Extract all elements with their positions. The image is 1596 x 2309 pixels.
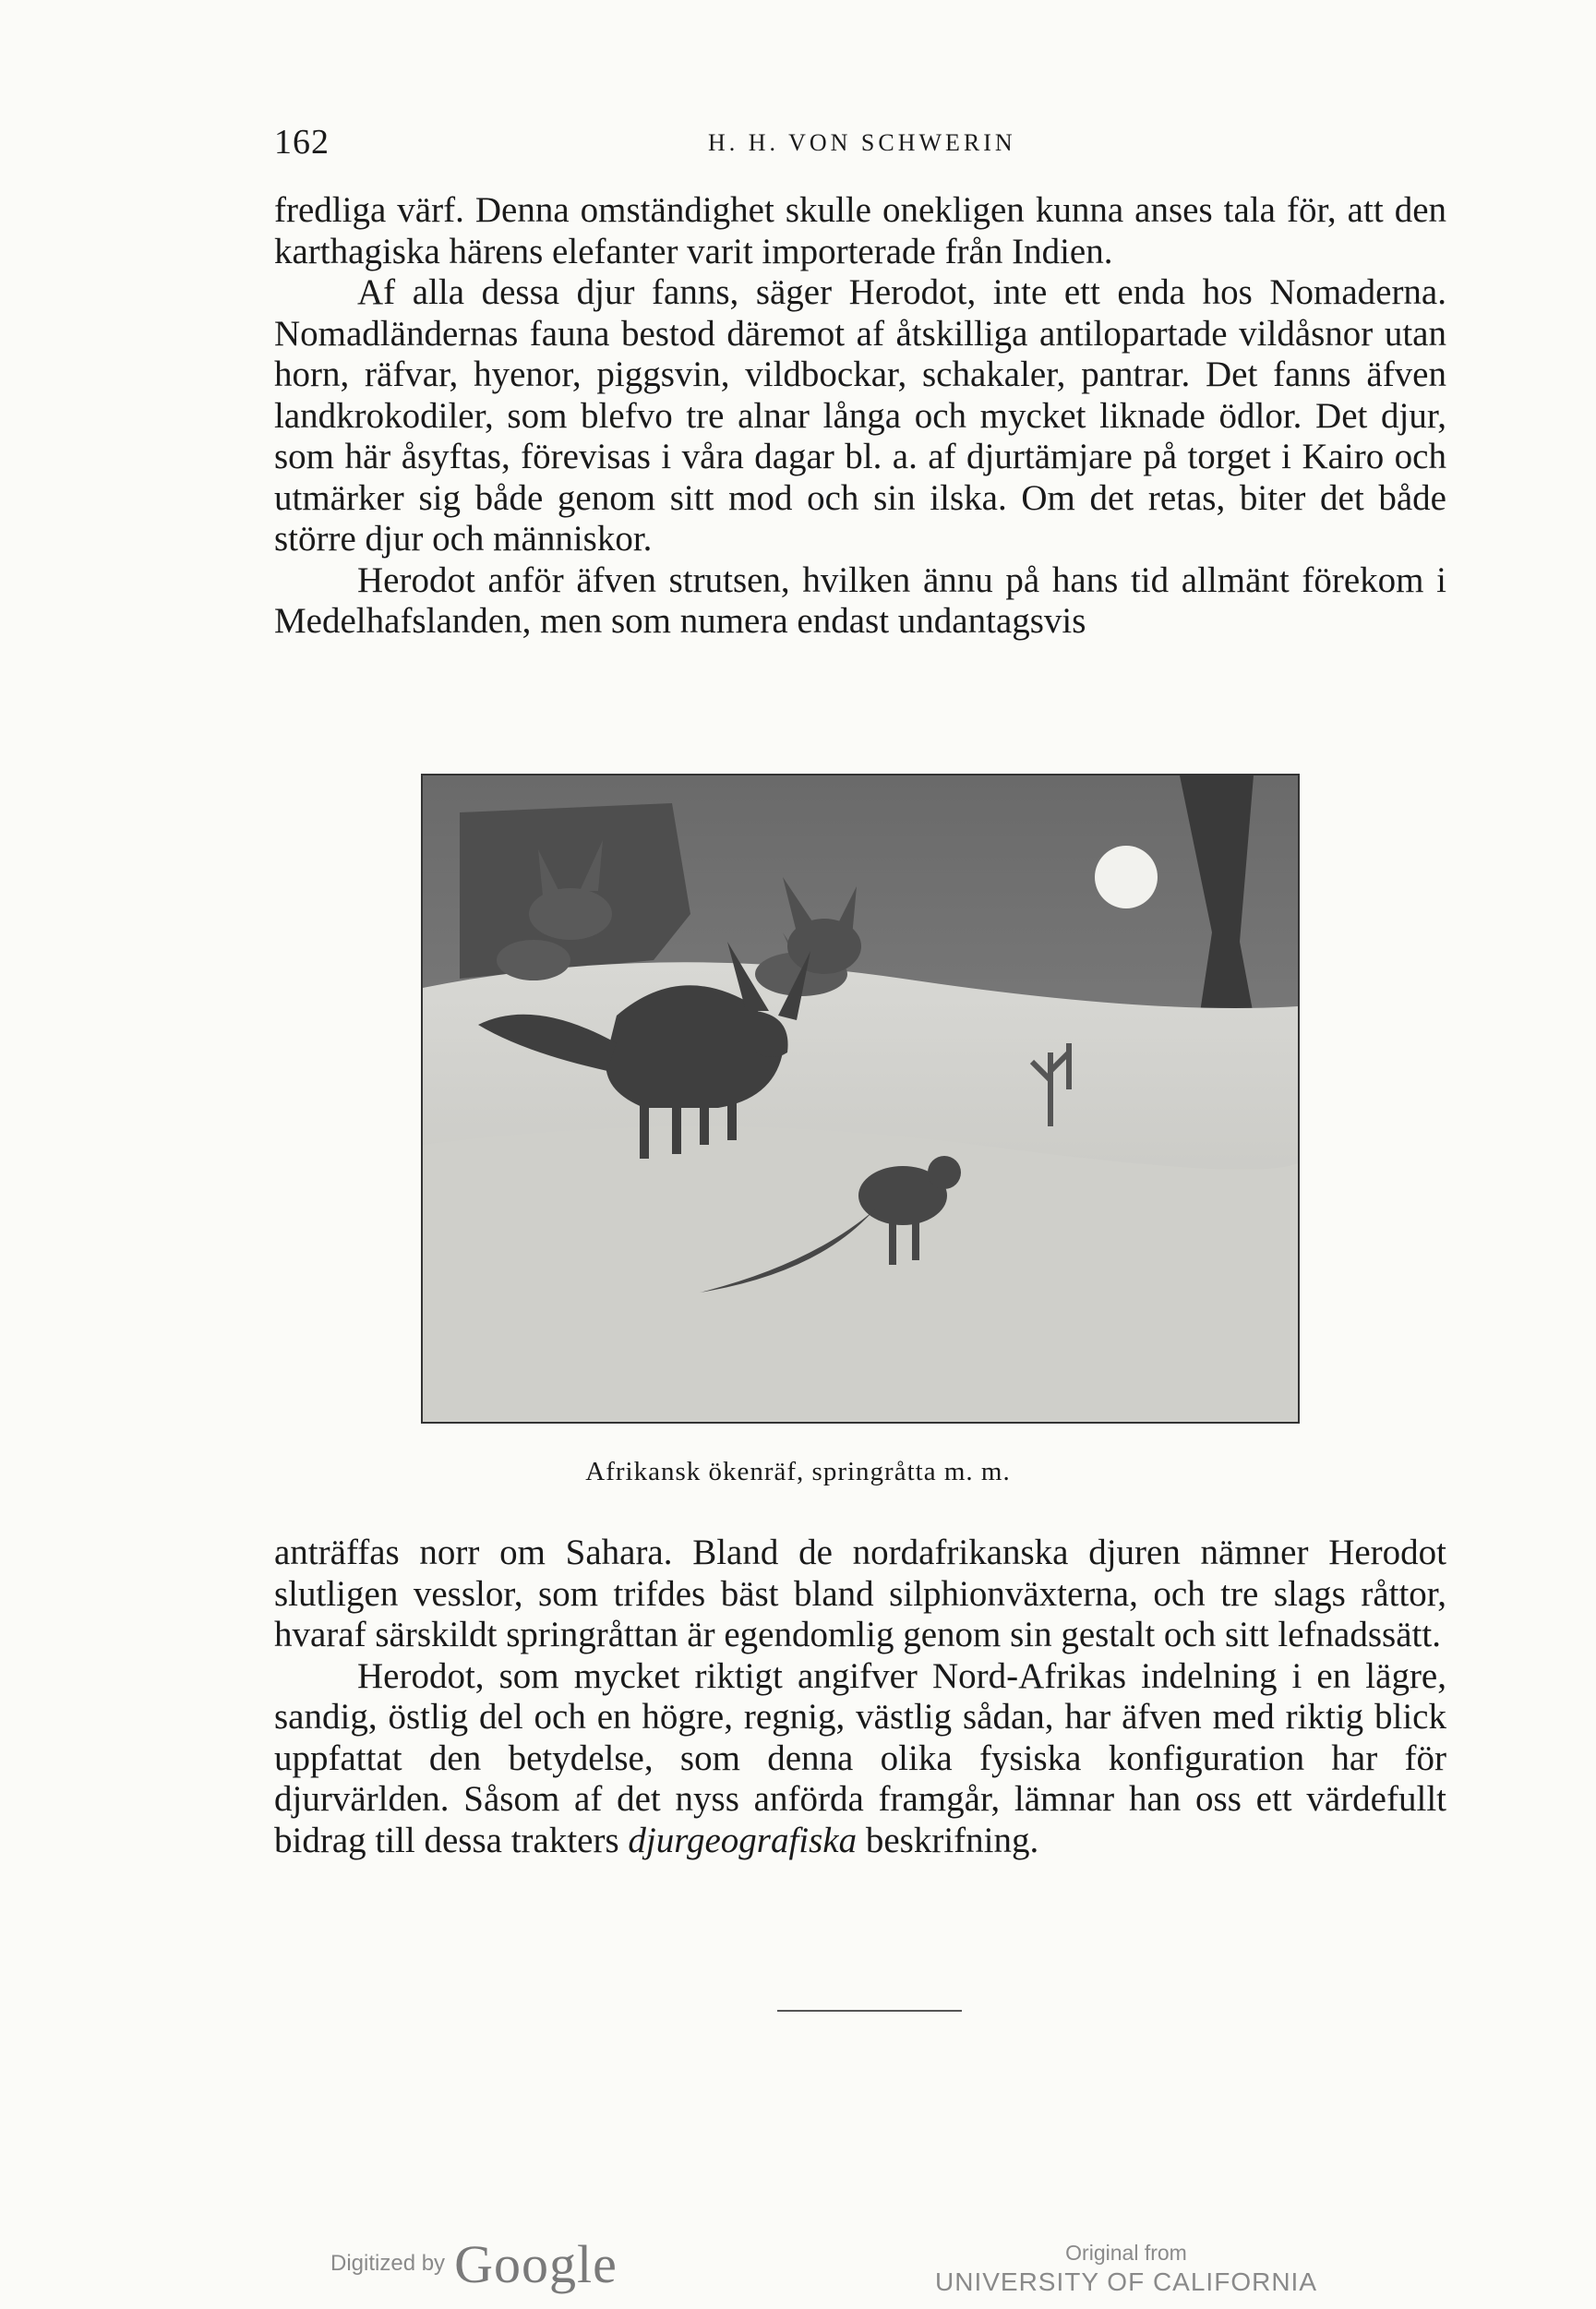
original-source: UNIVERSITY OF CALIFORNIA	[935, 2267, 1317, 2296]
original-source-watermark	[932, 2239, 1320, 2298]
paragraph: anträffas norr om Sahara. Bland de nordafrikanska djuren nämner Herodot slutligen vesslor, som trifdes bäst bland silphionväxterna, och tre slags råttor, hvaraf särskildt springråttan är egendomlig genom sin gestalt och sitt lefnadssätt.	[274, 1533, 1446, 1654]
page-header	[274, 122, 1446, 168]
figure-caption: Afrikansk ökenräf, springråtta m. m.	[585, 1457, 1011, 1486]
original-label: Original from	[1065, 2241, 1187, 2265]
digitized-by-watermark	[330, 2227, 618, 2301]
illustration-desert-fox	[421, 774, 1300, 1424]
page-number: 162	[274, 123, 330, 162]
paragraph-text: Herodot, som mycket riktigt angifver Nord-Afrikas indelning i en lägre, sandig, östlig del och en högre, regnig, västlig sådan, har äfven med riktig blick uppfattat den betydelse, som denna olika fysiska konfiguration har för djurvärlden. Såsom af det nyss anförda framgår, lämnar han oss ett värdefullt bidrag till dessa trakters	[274, 1655, 1446, 1860]
foreground-sand	[423, 1126, 1298, 1422]
italic-term: djurgeografiska	[628, 1820, 858, 1860]
paragraph: Af alla dessa djur fanns, säger Herodot, inte ett enda hos Nomaderna. Nomadländernas fauna bestod däremot af åtskilliga antilopartade vildåsnor utan horn, räfvar, hyenor, piggsvin, vildbockar, schakaler, pantrar. Det fanns äfven landkrokodiler, som blefvo tre alnar långa och mycket liknade ödlor. Det djur, som här åsyftas, förevisas i våra dagar bl. a. af djurtämjare på torget i Kairo och utmärker sig både genom sitt mod och sin ilska. Om det retas, biter det både större djur och människor.	[274, 272, 1446, 559]
text-before-figure	[274, 190, 1446, 643]
illustration-drawing	[423, 776, 1298, 1422]
google-logo: Google	[454, 2233, 618, 2294]
end-rule	[777, 2010, 962, 2012]
running-head: H. H. VON SCHWERIN	[708, 129, 1016, 156]
moon	[1095, 846, 1158, 908]
paragraph-text-end: beskrifning.	[865, 1820, 1039, 1860]
paragraph	[274, 1656, 1446, 1862]
paragraph: Herodot anför äfven strutsen, hvilken ännu på hans tid allmänt förekom i Medelhafslanden, men som numera endast undantagsvis	[274, 559, 1446, 641]
paragraph: fredliga värf. Denna omständighet skulle onekligen kunna anses tala för, att den karthagiska härens elefanter varit importerade från Indien.	[274, 190, 1446, 271]
digitized-label: Digitized by	[330, 2251, 446, 2276]
text-after-figure	[274, 1533, 1446, 1861]
